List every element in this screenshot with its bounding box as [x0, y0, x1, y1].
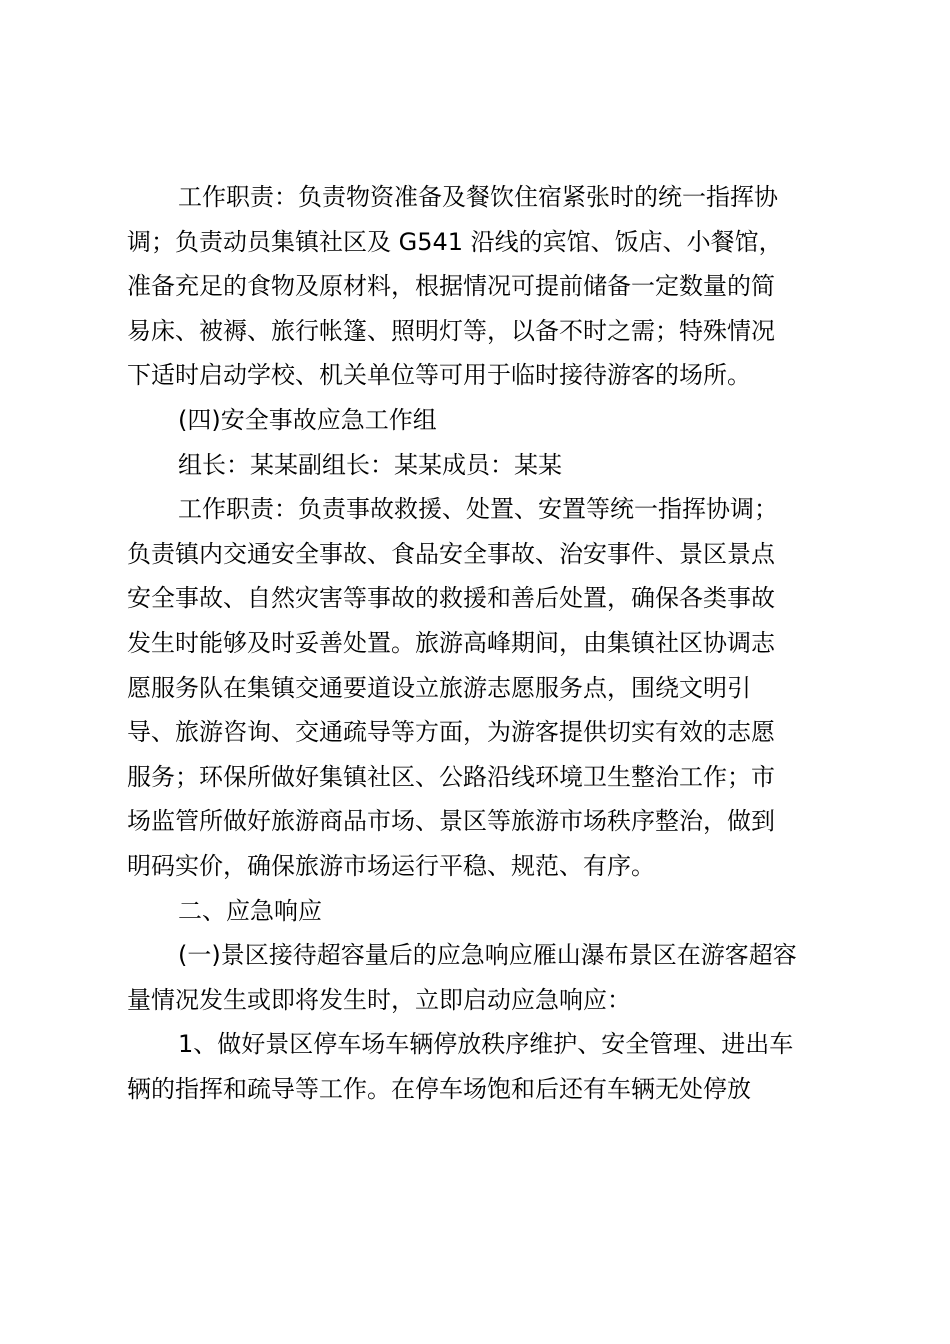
text-line: (四)安全事故应急工作组 [178, 405, 437, 434]
text-line: 安全事故、自然灾害等事故的救援和善后处置，确保各类事故 [127, 584, 775, 613]
text-line: 准备充足的食物及原材料，根据情况可提前储备一定数量的简 [127, 272, 775, 301]
text-line: 导、旅游咨询、交通疏导等方面，为游客提供切实有效的志愿 [127, 718, 775, 747]
text-line: 愿服务队在集镇交通要道设立旅游志愿服务点，围绕文明引 [127, 673, 751, 702]
text-line: 工作职责：负责事故救援、处置、安置等统一指挥协调； [178, 495, 778, 524]
text-line: 调；负责动员集镇社区及 G541 沿线的宾馆、饭店、小餐馆， [127, 227, 783, 256]
text-line: 易床、被褥、旅行帐篷、照明灯等，以备不时之需；特殊情况 [127, 316, 775, 345]
text-line: (一)景区接待超容量后的应急响应雁山瀑布景区在游客超容 [178, 941, 797, 970]
text-line: 量情况发生或即将发生时，立即启动应急响应： [127, 985, 631, 1014]
text-line: 下适时启动学校、机关单位等可用于临时接待游客的场所。 [127, 361, 751, 390]
text-line: 明码实价，确保旅游市场运行平稳、规范、有序。 [127, 851, 655, 880]
text-line: 负责镇内交通安全事故、食品安全事故、治安事件、景区景点 [127, 539, 775, 568]
text-line: 工作职责：负责物资准备及餐饮住宿紧张时的统一指挥协 [178, 183, 778, 211]
text-line: 场监管所做好旅游商品市场、景区等旅游市场秩序整治，做到 [127, 807, 775, 836]
text-line: 服务；环保所做好集镇社区、公路沿线环境卫生整治工作；市 [127, 762, 775, 791]
text-line: 组长：某某副组长：某某成员：某某 [178, 450, 562, 479]
text-line: 辆的指挥和疏导等工作。在停车场饱和后还有车辆无处停放 [127, 1074, 751, 1103]
text-line: 1、做好景区停车场车辆停放秩序维护、安全管理、进出车 [178, 1030, 794, 1059]
text-line: 发生时能够及时妥善处置。旅游高峰期间，由集镇社区协调志 [127, 628, 775, 657]
text-line: 二、应急响应 [178, 896, 322, 925]
document-body [127, 175, 827, 1111]
